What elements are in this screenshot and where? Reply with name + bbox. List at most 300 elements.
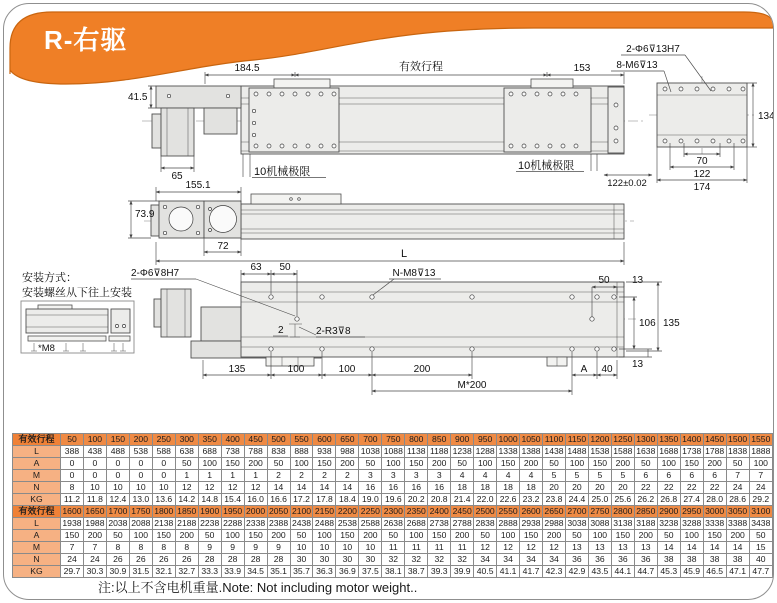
value-cell: 10 [83, 482, 106, 494]
value-cell: 3000 [705, 506, 725, 517]
value-cell: 7 [61, 542, 84, 554]
value-cell: 16 [382, 482, 405, 494]
value-cell: 2400 [429, 506, 449, 517]
value-cell: 8 [106, 542, 129, 554]
value-cell: 0 [61, 470, 84, 482]
install-inset [21, 270, 134, 354]
value-cell: 1638 [636, 446, 656, 457]
value-cell: 26 [106, 554, 129, 566]
value-cell: 3 [428, 470, 451, 482]
value-cell: 18.4 [336, 494, 359, 506]
value-cell: 3 [405, 470, 428, 482]
value-cell: 32 [428, 554, 451, 566]
value-cell: 20 [611, 482, 634, 494]
value-cell: 6 [657, 470, 680, 482]
value-cell: 44.1 [611, 566, 634, 578]
value-cell: 3338 [705, 518, 725, 529]
value-cell: 988 [336, 446, 359, 458]
page-title: R-右驱 [44, 25, 128, 55]
dim-A: A [580, 364, 588, 375]
value-cell: 28 [244, 554, 267, 566]
value-cell: 5 [588, 470, 611, 482]
value-cell: 29.2 [749, 494, 772, 506]
value-cell: 1738 [682, 446, 702, 457]
pitch-label: M*200 [457, 380, 487, 391]
value-cell: 1438 [544, 446, 564, 457]
value-cell: 1588 [613, 446, 633, 457]
value-cell: 14 [703, 542, 726, 554]
value-cell: 24 [61, 554, 84, 566]
value-cell: 0 [106, 458, 129, 470]
value-cell: 2550 [498, 506, 518, 517]
table-row [13, 554, 773, 566]
value-cell: 32.7 [175, 566, 198, 578]
value-cell: 26.8 [657, 494, 680, 506]
value-cell: 2200 [337, 506, 357, 517]
value-cell: 16 [359, 482, 382, 494]
value-cell: 23.2 [520, 494, 543, 506]
value-cell: 50 [565, 530, 588, 542]
bottom-view [131, 262, 680, 395]
value-cell: 2300 [383, 506, 403, 517]
value-cell: 1088 [383, 446, 403, 457]
dim-73-9: 73.9 [135, 209, 155, 220]
value-cell: 1800 [154, 506, 174, 517]
value-cell: 2 [313, 470, 336, 482]
value-cell: 688 [198, 446, 221, 458]
value-cell: 1488 [567, 446, 587, 457]
value-cell: 1 [175, 470, 198, 482]
value-cell: 38 [703, 554, 726, 566]
value-cell: 42.9 [565, 566, 588, 578]
value-cell: 1600 [62, 506, 82, 517]
value-cell: 200 [428, 458, 451, 470]
value-cell: 25.6 [611, 494, 634, 506]
value-cell: 39.9 [451, 566, 474, 578]
table-row [13, 446, 773, 458]
value-cell: 22 [703, 482, 726, 494]
value-cell: 28 [267, 554, 290, 566]
value-cell: 15 [749, 542, 772, 554]
value-cell: 100 [382, 458, 405, 470]
value-cell: 1550 [749, 434, 772, 446]
motor-body [161, 108, 194, 156]
value-cell: 588 [152, 446, 175, 458]
value-cell: 30.3 [83, 566, 106, 578]
value-cell: 1138 [405, 446, 428, 458]
value-cell: 100 [749, 458, 772, 470]
dim-100-b: 100 [338, 364, 356, 375]
dim-70: 70 [696, 156, 708, 167]
motor-bottom [161, 289, 191, 337]
value-cell: 2538 [337, 518, 357, 529]
row-label-cell: N [13, 482, 61, 494]
install-line1: 安装方式： [22, 272, 77, 284]
value-cell: 638 [175, 446, 198, 458]
value-cell: 200 [611, 458, 634, 470]
value-cell: 488 [106, 446, 129, 458]
row-label-cell: A [13, 530, 61, 542]
value-cell: 32.1 [152, 566, 175, 578]
dim-134: 134 [758, 111, 775, 122]
value-cell: 150 [405, 458, 428, 470]
value-cell: 200 [451, 530, 474, 542]
value-cell: 34 [520, 554, 543, 566]
value-cell: 34 [474, 554, 497, 566]
value-cell: 11 [451, 542, 474, 554]
value-cell: 738 [221, 446, 244, 458]
row-label-cell: L [13, 518, 61, 530]
value-cell: 150 [497, 458, 520, 470]
dim-41-5: 41.5 [128, 92, 148, 103]
value-cell: 150 [313, 458, 336, 470]
value-cell: 29.7 [61, 566, 84, 578]
value-cell: 7 [749, 470, 772, 482]
value-cell: 39.3 [428, 566, 451, 578]
value-cell: 9 [244, 542, 267, 554]
dowel-label-bottom: 2-Φ6⊽8H7 [131, 268, 180, 279]
value-cell: 14 [657, 542, 680, 554]
row-label-cell: 有效行程 [13, 506, 61, 518]
value-cell: 24.4 [565, 494, 588, 506]
table-row [13, 458, 773, 470]
dim-135-right: 135 [663, 318, 680, 329]
coupling-housing [204, 108, 237, 134]
table-row [13, 434, 773, 446]
effective-stroke-label: 有效行程 [399, 61, 443, 73]
value-cell: 38.7 [405, 566, 428, 578]
carriage-top-plate [251, 194, 341, 204]
value-cell: 2850 [636, 506, 656, 517]
value-cell: 100 [290, 458, 313, 470]
value-cell: 4 [474, 470, 497, 482]
table-row [13, 482, 773, 494]
value-cell: 40 [749, 554, 772, 566]
value-cell: 2388 [268, 518, 289, 529]
carriage-right [504, 88, 591, 152]
value-cell: 1388 [521, 446, 541, 457]
value-cell: 12 [543, 542, 566, 554]
value-cell: 650 [336, 434, 359, 446]
value-cell: 0 [83, 458, 106, 470]
value-cell: 3138 [613, 518, 633, 529]
value-cell: 2250 [360, 506, 380, 517]
value-cell: 200 [543, 530, 566, 542]
mech-limit-right: 10机械极限 [518, 160, 575, 172]
value-cell: 40.5 [474, 566, 497, 578]
value-cell: 150 [588, 458, 611, 470]
value-cell: 22.0 [474, 494, 497, 506]
value-cell: 14 [290, 482, 313, 494]
spec-table-body [13, 434, 773, 578]
value-cell: 42.3 [543, 566, 566, 578]
value-cell: 1250 [613, 434, 633, 445]
value-cell: 50 [175, 458, 198, 470]
value-cell: 100 [680, 530, 703, 542]
dim-65: 65 [171, 171, 183, 182]
value-cell: 47.1 [726, 566, 749, 578]
value-cell: 150 [336, 530, 359, 542]
value-cell: 1450 [705, 434, 725, 445]
plan-view [128, 180, 634, 265]
value-cell: 36 [565, 554, 588, 566]
value-cell: 850 [428, 434, 451, 446]
value-cell: 2188 [177, 518, 197, 529]
value-cell: 1950 [223, 506, 243, 517]
value-cell: 5 [565, 470, 588, 482]
value-cell: 14.8 [198, 494, 221, 506]
value-cell: 14 [726, 542, 749, 554]
dim-63: 63 [250, 262, 262, 273]
value-cell: 0 [129, 458, 152, 470]
screw-size-label: *M8 [38, 343, 55, 354]
value-cell: 35.1 [267, 566, 290, 578]
value-cell: 350 [198, 434, 221, 446]
value-cell: 1900 [200, 506, 220, 517]
dim-100-a: 100 [287, 364, 305, 375]
value-cell: 450 [244, 434, 267, 446]
value-cell: 2138 [154, 518, 174, 529]
value-cell: 3288 [682, 518, 702, 529]
value-cell: 1188 [428, 446, 451, 458]
value-cell: 150 [428, 530, 451, 542]
value-cell: 6 [680, 470, 703, 482]
value-cell: 11 [382, 542, 405, 554]
table-row [13, 518, 773, 530]
value-cell: 11.2 [61, 494, 84, 506]
value-cell: 25.0 [588, 494, 611, 506]
value-cell: 12 [221, 482, 244, 494]
value-cell: 35.7 [290, 566, 313, 578]
value-cell: 38.1 [382, 566, 405, 578]
value-cell: 36 [634, 554, 657, 566]
value-cell: 100 [313, 530, 336, 542]
value-cell: 2688 [406, 518, 426, 529]
value-cell: 26 [152, 554, 175, 566]
value-cell: 200 [520, 458, 543, 470]
value-cell: 100 [497, 530, 520, 542]
value-cell: 14 [336, 482, 359, 494]
value-cell: 500 [267, 434, 290, 446]
value-cell: 50 [198, 530, 221, 542]
value-cell: 8 [175, 542, 198, 554]
slot-label: 2-R3⊽8 [316, 326, 351, 337]
value-cell: 200 [175, 530, 198, 542]
value-cell: 10 [152, 482, 175, 494]
value-cell: 538 [129, 446, 152, 458]
value-cell: 38 [726, 554, 749, 566]
value-cell: 30 [313, 554, 336, 566]
value-cell: 2950 [682, 506, 702, 517]
value-cell: 2600 [521, 506, 541, 517]
thread-label-bottom: N-M8⊽13 [392, 268, 436, 279]
value-cell: 788 [244, 446, 267, 458]
value-cell: 8 [129, 542, 152, 554]
value-cell: 1538 [590, 446, 610, 457]
value-cell: 30.9 [106, 566, 129, 578]
value-cell: 7 [726, 470, 749, 482]
value-cell: 2 [267, 470, 290, 482]
value-cell: 32 [382, 554, 405, 566]
row-label-cell: KG [13, 494, 61, 506]
value-cell: 26.2 [634, 494, 657, 506]
value-cell: 20 [543, 482, 566, 494]
value-cell: 2788 [452, 518, 472, 529]
value-cell: 1 [221, 470, 244, 482]
value-cell: 3438 [749, 518, 772, 530]
dim-155-1: 155.1 [185, 180, 211, 191]
row-label-cell: M [13, 470, 61, 482]
value-cell: 1 [244, 470, 267, 482]
value-cell: 888 [290, 446, 313, 458]
value-cell: 150 [152, 530, 175, 542]
value-cell: 41.7 [520, 566, 543, 578]
footnote: 注:以上不含电机重量.Note: Not including motor weight.. [98, 580, 418, 595]
value-cell: 1788 [705, 446, 725, 457]
value-cell: 36.9 [336, 566, 359, 578]
value-cell: 1938 [62, 518, 82, 529]
value-cell: 50 [290, 530, 313, 542]
value-cell: 100 [565, 458, 588, 470]
value-cell: 100 [221, 530, 244, 542]
value-cell: 28.6 [726, 494, 749, 506]
value-cell: 22 [657, 482, 680, 494]
value-cell: 1238 [452, 446, 472, 457]
value-cell: 10 [359, 542, 382, 554]
value-cell: 13.0 [129, 494, 152, 506]
value-cell: 700 [359, 434, 382, 446]
value-cell: 2050 [268, 506, 289, 517]
value-cell: 2338 [246, 518, 266, 529]
value-cell: 12.4 [106, 494, 129, 506]
dim-72: 72 [217, 241, 229, 252]
dim-122-tol: 122±0.02 [607, 178, 647, 189]
dim-184-5: 184.5 [234, 63, 260, 74]
value-cell: 2088 [131, 518, 151, 529]
value-cell: 200 [359, 530, 382, 542]
row-label-cell: 有效行程 [13, 434, 61, 446]
value-cell: 1838 [728, 446, 748, 457]
value-cell: 2350 [406, 506, 426, 517]
value-cell: 1700 [108, 506, 128, 517]
value-cell: 30 [290, 554, 313, 566]
dim-13-bottom-right: 13 [632, 359, 644, 370]
value-cell: 1400 [682, 434, 702, 445]
value-cell: 27.4 [680, 494, 703, 506]
value-cell: 1288 [475, 446, 495, 457]
value-cell: 36.3 [313, 566, 336, 578]
value-cell: 0 [152, 470, 175, 482]
value-cell: 900 [451, 434, 474, 446]
row-label-cell: M [13, 542, 61, 554]
value-cell: 24 [726, 482, 749, 494]
value-cell: 0 [61, 458, 84, 470]
value-cell: 4 [497, 470, 520, 482]
value-cell: 800 [405, 434, 428, 446]
value-cell: 2038 [108, 518, 128, 529]
value-cell: 150 [106, 434, 129, 446]
thread-hole-label: 8-M6⊽13 [616, 60, 658, 71]
row-label-cell: L [13, 446, 61, 458]
value-cell: 12 [497, 542, 520, 554]
value-cell: 2650 [544, 506, 564, 517]
value-cell: 200 [83, 530, 106, 542]
dim-2: 2 [278, 325, 284, 336]
value-cell: 17.8 [313, 494, 336, 506]
value-cell: 2800 [613, 506, 633, 517]
value-cell: 1888 [749, 446, 772, 458]
spec-table [12, 433, 773, 578]
value-cell: 1300 [636, 434, 656, 445]
value-cell: 18 [520, 482, 543, 494]
value-cell: 1200 [590, 434, 610, 445]
value-cell: 5 [611, 470, 634, 482]
value-cell: 50 [61, 434, 84, 446]
value-cell: 21.4 [451, 494, 474, 506]
value-cell: 13.6 [152, 494, 175, 506]
value-cell: 50 [543, 458, 566, 470]
value-cell: 9 [221, 542, 244, 554]
value-cell: 23.8 [543, 494, 566, 506]
value-cell: 7 [83, 542, 106, 554]
value-cell: 100 [129, 530, 152, 542]
value-cell: 41.1 [497, 566, 520, 578]
value-cell: 38 [680, 554, 703, 566]
value-cell: 14 [267, 482, 290, 494]
value-cell: 20.8 [428, 494, 451, 506]
value-cell: 438 [83, 446, 106, 458]
value-cell: 200 [244, 458, 267, 470]
value-cell: 18 [474, 482, 497, 494]
value-cell: 37.5 [359, 566, 382, 578]
value-cell: 28 [221, 554, 244, 566]
value-cell: 2588 [360, 518, 380, 529]
value-cell: 300 [175, 434, 198, 446]
value-cell: 16 [405, 482, 428, 494]
value-cell: 10 [129, 482, 152, 494]
value-cell: 14 [680, 542, 703, 554]
value-cell: 13 [634, 542, 657, 554]
value-cell: 26 [175, 554, 198, 566]
value-cell: 2700 [567, 506, 587, 517]
table-row [13, 530, 773, 542]
value-cell: 13 [588, 542, 611, 554]
value-cell: 100 [588, 530, 611, 542]
value-cell: 200 [726, 530, 749, 542]
mech-limit-left: 10机械极限 [254, 166, 311, 178]
value-cell: 33.3 [198, 566, 221, 578]
value-cell: 3388 [728, 518, 748, 529]
value-cell: 50 [359, 458, 382, 470]
value-cell: 100 [474, 458, 497, 470]
value-cell: 150 [611, 530, 634, 542]
value-cell: 1650 [85, 506, 105, 517]
value-cell: 47.7 [749, 566, 772, 578]
value-cell: 2500 [475, 506, 495, 517]
value-cell: 2438 [291, 518, 312, 529]
install-line2: 安装螺丝从下往上安装 [22, 287, 132, 299]
value-cell: 36 [588, 554, 611, 566]
value-cell: 50 [749, 530, 772, 542]
value-cell: 0 [106, 470, 129, 482]
value-cell: 1100 [543, 434, 566, 446]
value-cell: 43.5 [588, 566, 611, 578]
value-cell: 12 [474, 542, 497, 554]
value-cell: 2288 [223, 518, 243, 529]
value-cell: 18 [451, 482, 474, 494]
value-cell: 4 [520, 470, 543, 482]
value-cell: 150 [703, 530, 726, 542]
